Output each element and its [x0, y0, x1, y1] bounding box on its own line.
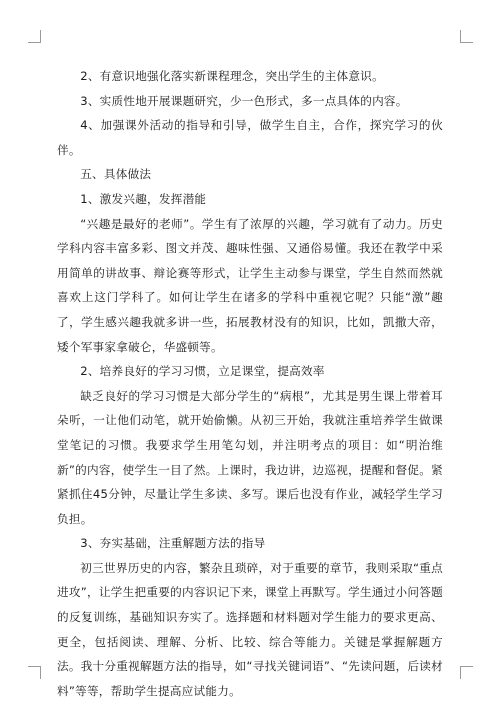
- corner-mark-bottom-left: [28, 666, 41, 679]
- section-heading-methods: 五、具体做法: [80, 167, 152, 182]
- subheading-1: 1、激发兴趣，发挥潜能: [80, 191, 207, 206]
- corner-mark-top-right: [460, 30, 473, 43]
- paragraph-goal-2: 2、有意识地强化落实新课程理念，突出学生的主体意识。: [80, 69, 384, 83]
- subheading-2: 2、培养良好的学习习惯，立足课堂，提高效率: [80, 364, 325, 379]
- paragraph-goal-3: 3、实质性地开展课题研究，少一色形式，多一点具体的内容。: [80, 93, 408, 108]
- subheading-3: 3、夯实基础，注重解题方法的指导: [80, 536, 266, 551]
- paragraph-interest: “兴趣是最好的老师”。学生有了浓厚的兴趣，学习就有了动力。历史学科内容丰富多彩、图文并茂、趣味性强、又通俗易懂。我还在教学中采用简单的讲故事、辩论赛等形式，让学生主动参与课堂，学生自然而然就喜欢上这门学科了。如何让学生在诸多的学科中重视它呢？只能“激”趣了，学生感兴趣我就多讲一些，拓展教材没有的知识，比如，凯撒大帝，矮个军事家拿破仑，华盛顿等。: [57, 216, 443, 354]
- document-body: [57, 64, 443, 703]
- corner-mark-bottom-right: [460, 666, 473, 679]
- paragraph-methods: 初三世界历史的内容，繁杂且琐碎，对于重要的章节，我则采取“重点进攻”，让学生把重要的内容识记下来，课堂上再默写。学生通过小问答题的反复训练，基础知识夯实了。选择题和材料题对学生能力的要求更高、更全，包括阅读、理解、分析、比较、综合等能力。关键是掌握解题方法。我十分重视解题方法的指导，如“寻找关键词语”、“先读问题，后读材料”等等，帮助学生提高应试能力。: [57, 560, 443, 698]
- paragraph-goal-4: 4、加强课外活动的指导和引导，做学生自主，合作，探究学习的伙伴。: [57, 118, 443, 157]
- paragraph-habits: 缺乏良好的学习习惯是大部分学生的“病根”，尤其是男生课上带着耳朵听，一让他们动笔，就开始偷懒。从初三开始，我就注重培养学生做课堂笔记的习惯。我要求学生用笔勾划，并注明考点的项目：如“明治维新”的内容，使学生一目了然。上课时，我边讲，边巡视，提醒和督促。紧紧抓住45分钟，尽量让学生多读、多写。课后也没有作业，减轻学生学习负担。: [57, 388, 443, 526]
- corner-mark-top-left: [28, 30, 41, 43]
